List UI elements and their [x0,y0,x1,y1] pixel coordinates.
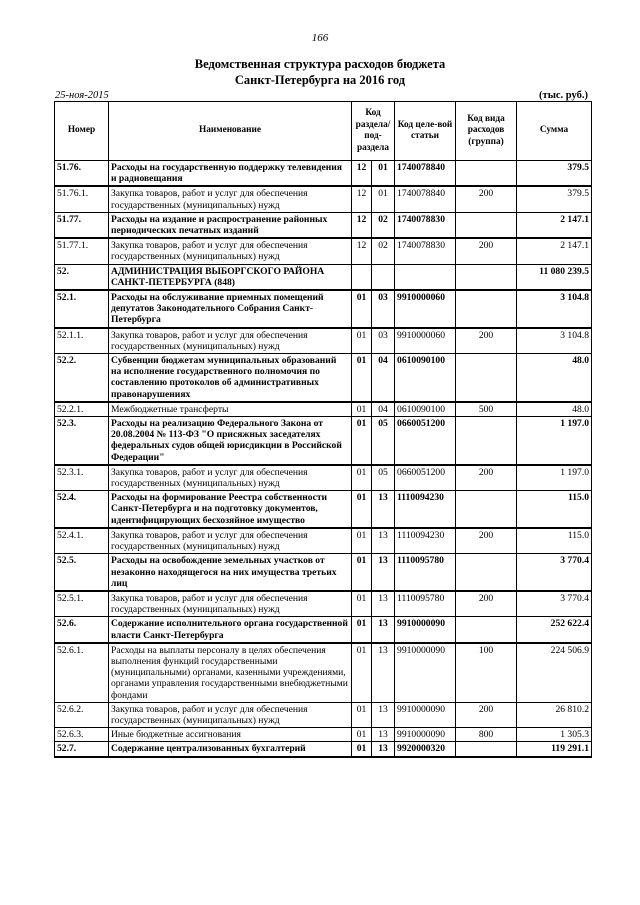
row-sum: 1 305.3 [517,728,592,742]
row-target-code: 9910000090 [395,728,456,742]
row-section: 01 [352,328,372,354]
row-name: Содержание исполнительного органа государственной власти Санкт-Петербурга [109,617,352,643]
document-title [0,56,640,88]
row-section: 12 [352,161,372,187]
table-row [55,528,592,554]
row-target-code: 0610090100 [395,402,456,417]
document-date: 25-ноя-2015 [55,90,109,101]
row-subsection: 01 [372,161,395,187]
row-section: 01 [352,617,372,643]
table-row [55,402,592,417]
table-row [55,591,592,617]
row-expense-type [456,264,517,290]
row-name: Закупка товаров, работ и услуг для обеспечения государственных (муниципальных) нужд [109,328,352,354]
table-header [55,102,592,161]
table-row [55,643,592,703]
row-number: 51.77. [55,212,109,238]
row-section: 01 [352,591,372,617]
row-sum: 2 147.1 [517,212,592,238]
row-number: 52.6.2. [55,702,109,727]
row-target-code: 9910000090 [395,643,456,703]
row-number: 52.3. [55,417,109,465]
row-number: 52.6.1. [55,643,109,703]
row-subsection: 03 [372,328,395,354]
row-subsection: 01 [372,186,395,212]
row-target-code: 9910000060 [395,290,456,328]
row-sum: 224 506.9 [517,643,592,703]
row-target-code: 9910000090 [395,617,456,643]
row-subsection: 13 [372,702,395,727]
row-subsection: 13 [372,643,395,703]
row-sum: 379.5 [517,161,592,187]
row-number: 52.4.1. [55,528,109,554]
table-row [55,728,592,742]
row-expense-type [456,354,517,402]
row-expense-type [456,554,517,591]
row-sum: 48.0 [517,402,592,417]
row-number: 52.6.3. [55,728,109,742]
row-target-code: 0660051200 [395,417,456,465]
row-name: Расходы на формирование Реестра собственности Санкт-Петербурга и на подготовку документов, идентифицирующих бесхозяйное имущество [109,491,352,528]
row-subsection: 02 [372,212,395,238]
row-target-code: 9910000090 [395,702,456,727]
row-number: 52.5.1. [55,591,109,617]
row-number: 52.2. [55,354,109,402]
row-section: 01 [352,554,372,591]
row-sum: 48.0 [517,354,592,402]
row-expense-type: 200 [456,238,517,264]
row-section: 01 [352,354,372,402]
row-number: 51.76.1. [55,186,109,212]
row-section: 01 [352,702,372,727]
row-name: АДМИНИСТРАЦИЯ ВЫБОРГСКОГО РАЙОНА САНКТ-ПЕТЕРБУРГА (848) [109,264,352,290]
row-section: 01 [352,290,372,328]
row-name: Закупка товаров, работ и услуг для обеспечения государственных (муниципальных) нужд [109,528,352,554]
row-section: 12 [352,186,372,212]
row-section: 01 [352,491,372,528]
budget-table [54,101,592,758]
row-section [352,264,372,290]
row-section: 01 [352,742,372,757]
row-name: Иные бюджетные ассигнования [109,728,352,742]
row-expense-type: 200 [456,328,517,354]
row-target-code: 1740078830 [395,238,456,264]
row-sum: 1 197.0 [517,417,592,465]
row-target-code: 1740078830 [395,212,456,238]
row-subsection: 03 [372,290,395,328]
row-expense-type: 200 [456,186,517,212]
row-subsection: 13 [372,742,395,757]
row-number: 52.5. [55,554,109,591]
row-name: Межбюджетные трансферты [109,402,352,417]
row-number: 52.6. [55,617,109,643]
row-expense-type [456,212,517,238]
page-number: 166 [311,32,329,44]
header-expense-type: Код вида расходов (группа) [456,102,517,161]
header-number: Номер [55,102,109,161]
table-row [55,554,592,591]
row-section: 12 [352,212,372,238]
row-number: 52.7. [55,742,109,757]
row-expense-type [456,417,517,465]
row-number: 52.4. [55,491,109,528]
row-sum: 379.5 [517,186,592,212]
table-row [55,417,592,465]
row-sum: 3 104.8 [517,290,592,328]
table-row [55,264,592,290]
row-name: Закупка товаров, работ и услуг для обеспечения государственных (муниципальных) нужд [109,238,352,264]
row-name: Закупка товаров, работ и услуг для обеспечения государственных (муниципальных) нужд [109,186,352,212]
row-subsection: 04 [372,402,395,417]
row-subsection: 13 [372,728,395,742]
row-target-code: 1740078840 [395,186,456,212]
row-name: Содержание централизованных бухгалтерий [109,742,352,757]
row-section: 01 [352,528,372,554]
row-expense-type [456,161,517,187]
row-name: Закупка товаров, работ и услуг для обеспечения государственных (муниципальных) нужд [109,702,352,727]
header-sum: Сумма [517,102,592,161]
row-subsection: 13 [372,617,395,643]
row-name: Расходы на освобождение земельных участков от незаконно находящегося на них имущества третьих лиц [109,554,352,591]
row-target-code: 1740078840 [395,161,456,187]
table-row [55,702,592,727]
row-target-code: 9920000320 [395,742,456,757]
table-row [55,290,592,328]
row-sum: 3 104.8 [517,328,592,354]
row-expense-type: 200 [456,702,517,727]
row-expense-type: 500 [456,402,517,417]
title-line-1: Ведомственная структура расходов бюджета [194,57,446,71]
row-number: 52.2.1. [55,402,109,417]
row-expense-type: 200 [456,528,517,554]
units-label: (тыс. руб.) [539,90,588,101]
row-section: 01 [352,417,372,465]
row-sum: 3 770.4 [517,591,592,617]
table-row [55,238,592,264]
row-subsection [372,264,395,290]
table-row [55,617,592,643]
row-name: Расходы на государственную поддержку телевидения и радиовещания [109,161,352,187]
row-subsection: 05 [372,417,395,465]
row-subsection: 13 [372,591,395,617]
row-subsection: 04 [372,354,395,402]
table-body [55,161,592,757]
row-sum: 115.0 [517,528,592,554]
row-subsection: 05 [372,465,395,491]
row-name: Закупка товаров, работ и услуг для обеспечения государственных (муниципальных) нужд [109,591,352,617]
row-expense-type [456,617,517,643]
row-sum: 2 147.1 [517,238,592,264]
row-section: 01 [352,728,372,742]
row-expense-type [456,290,517,328]
row-sum: 119 291.1 [517,742,592,757]
row-number: 51.76. [55,161,109,187]
row-target-code: 0610090100 [395,354,456,402]
row-expense-type: 200 [456,591,517,617]
row-target-code: 0660051200 [395,465,456,491]
row-name: Закупка товаров, работ и услуг для обеспечения государственных (муниципальных) нужд [109,465,352,491]
row-subsection: 02 [372,238,395,264]
row-subsection: 13 [372,528,395,554]
row-target-code: 9910000060 [395,328,456,354]
row-sum: 252 622.4 [517,617,592,643]
table-row [55,186,592,212]
row-name: Расходы на выплаты персоналу в целях обеспечения выполнения функций государственными (муниципальными) органами, казенными учреждениями, органами управления государственными внебюджетными фондами [109,643,352,703]
row-subsection: 13 [372,491,395,528]
table-row [55,491,592,528]
row-name: Расходы на обслуживание приемных помещений депутатов Законодательного Собрания Санкт-Петербурга [109,290,352,328]
header-target-code: Код целе-вой статьи [395,102,456,161]
row-number: 52.3.1. [55,465,109,491]
row-target-code: 1110095780 [395,554,456,591]
title-line-2: Санкт-Петербурга на 2016 год [234,73,406,87]
header-section-code: Код раздела/ под-раздела [352,102,395,161]
row-section: 01 [352,465,372,491]
row-name: Субвенции бюджетам муниципальных образований на исполнение государственного полномочия по составлению протоколов об административных правонарушениях [109,354,352,402]
row-expense-type [456,742,517,757]
row-section: 12 [352,238,372,264]
row-sum: 1 197.0 [517,465,592,491]
row-expense-type [456,491,517,528]
header-name: Наименование [109,102,352,161]
row-target-code: 1110095780 [395,591,456,617]
row-sum: 26 810.2 [517,702,592,727]
row-expense-type: 200 [456,465,517,491]
table-row [55,742,592,757]
table-row [55,354,592,402]
row-section: 01 [352,643,372,703]
row-sum: 3 770.4 [517,554,592,591]
row-expense-type: 100 [456,643,517,703]
row-name: Расходы на издание и распространение районных периодических печатных изданий [109,212,352,238]
row-number: 52.1.1. [55,328,109,354]
row-target-code: 1110094230 [395,528,456,554]
row-sum: 11 080 239.5 [517,264,592,290]
row-target-code [395,264,456,290]
table-row [55,161,592,187]
table-row [55,465,592,491]
row-number: 51.77.1. [55,238,109,264]
row-name: Расходы на реализацию Федерального Закона от 20.08.2004 № 113-ФЗ "О присяжных заседателях федеральных судов общей юрисдикции в Российской Федерации" [109,417,352,465]
table-row [55,328,592,354]
row-target-code: 1110094230 [395,491,456,528]
row-subsection: 13 [372,554,395,591]
row-section: 01 [352,402,372,417]
row-sum: 115.0 [517,491,592,528]
row-expense-type: 800 [456,728,517,742]
row-number: 52. [55,264,109,290]
row-number: 52.1. [55,290,109,328]
table-row [55,212,592,238]
